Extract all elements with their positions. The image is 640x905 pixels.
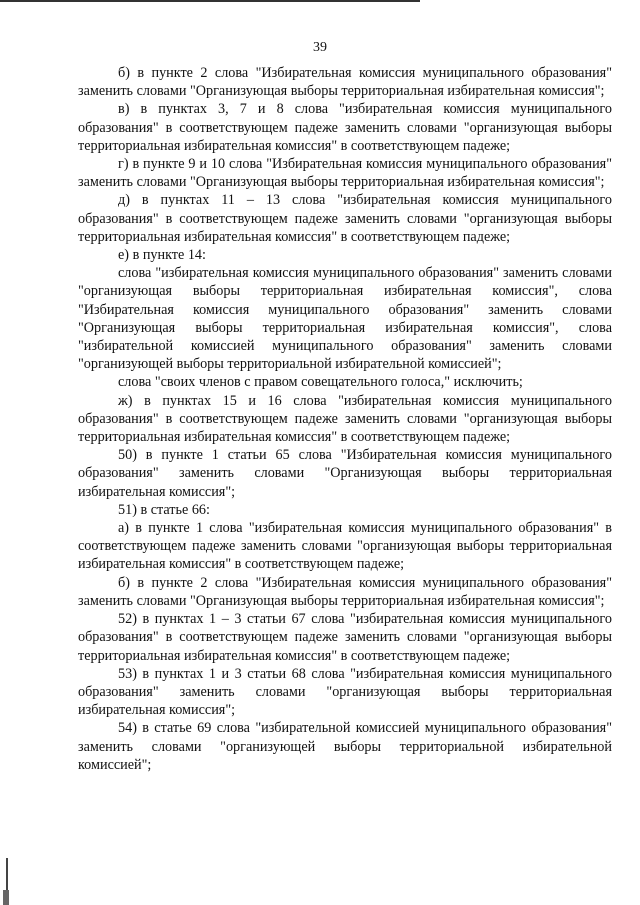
paragraph-50-article-65: 50) в пункте 1 статьи 65 слова "Избирательная комиссия муниципального образования" заменить словами "Организующая выборы территориальная избирательная комиссия"; — [78, 447, 612, 500]
paragraph-v-items-3-7-8: в) в пунктах 3, 7 и 8 слова "избирательная комиссия муниципального образования" в соответствующем падеже заменить словами "организующая выборы территориальная избирательная комиссия" в соответствующем падеже; — [78, 101, 612, 154]
paragraph-e-item-14: е) в пункте 14: — [118, 247, 206, 264]
paragraph-51a-item-1: а) в пункте 1 слова "избирательная комиссия муниципального образования" в соответствующем падеже заменить словами "организующая выборы территориальная избирательная комиссия" в соответствующем падеже; — [78, 520, 612, 573]
paragraph-g-items-9-10: г) в пункте 9 и 10 слова "Избирательная комиссия муниципального образования" заменить словами "Организующая выборы территориальная избирательная комиссия"; — [78, 156, 612, 191]
paragraph-51b-item-2: б) в пункте 2 слова "Избирательная комиссия муниципального образования" заменить словами "Организующая выборы территориальная избирательная комиссия"; — [78, 574, 612, 609]
page-number: 39 — [313, 40, 327, 55]
scan-margin-mark-lower — [3, 890, 9, 905]
paragraph-d-items-11-13: д) в пунктах 11 – 13 слова "избирательная комиссия муниципального образования" в соответствующем падеже заменить словами "организующая выборы территориальная избирательная комиссия" в соответствующем падеже; — [78, 192, 612, 245]
paragraph-52-article-67: 52) в пунктах 1 – 3 статьи 67 слова "избирательная комиссия муниципального образования" в соответствующем падеже заменить словами "организующая выборы территориальная избирательная комиссия" в соответствующем падеже; — [78, 611, 612, 664]
paragraph-51-article-66: 51) в статье 66: — [118, 501, 210, 518]
top-rule — [0, 0, 420, 2]
paragraph-53-article-68: 53) в пунктах 1 и 3 статьи 68 слова "избирательная комиссия муниципального образования" заменить словами "организующая выборы территориальная избирательная комиссия"; — [78, 665, 612, 719]
paragraph-e-replacements: слова "избирательная комиссия муниципального образования" заменить словами "организующая выборы территориальная избирательная комиссия", слова "Избирательная комиссия муниципального образования" заменить словами "Организующая выборы территориальная избирательная комиссия", слова "избирательной комиссией муниципального образования" заменить словами "организующей выборы территориальной избирательной комиссией"; — [78, 265, 612, 373]
paragraph-e-exclusion: слова "своих членов с правом совещательного голоса," исключить; — [118, 374, 523, 391]
paragraph-b-item-2: б) в пункте 2 слова "Избирательная комиссия муниципального образования" заменить словами "Организующая выборы территориальная избирательная комиссия"; — [78, 65, 612, 100]
document-body — [78, 64, 612, 774]
paragraph-zh-items-15-16: ж) в пунктах 15 и 16 слова "избирательная комиссия муниципального образования" в соответствующем падеже заменить словами "организующая выборы территориальная избирательная комиссия" в соответствующем падеже; — [78, 392, 612, 446]
paragraph-54-article-69: 54) в статье 69 слова "избирательной комиссией муниципального образования" заменить словами "организующей выборы территориальной избирательной комиссией"; — [78, 720, 612, 773]
